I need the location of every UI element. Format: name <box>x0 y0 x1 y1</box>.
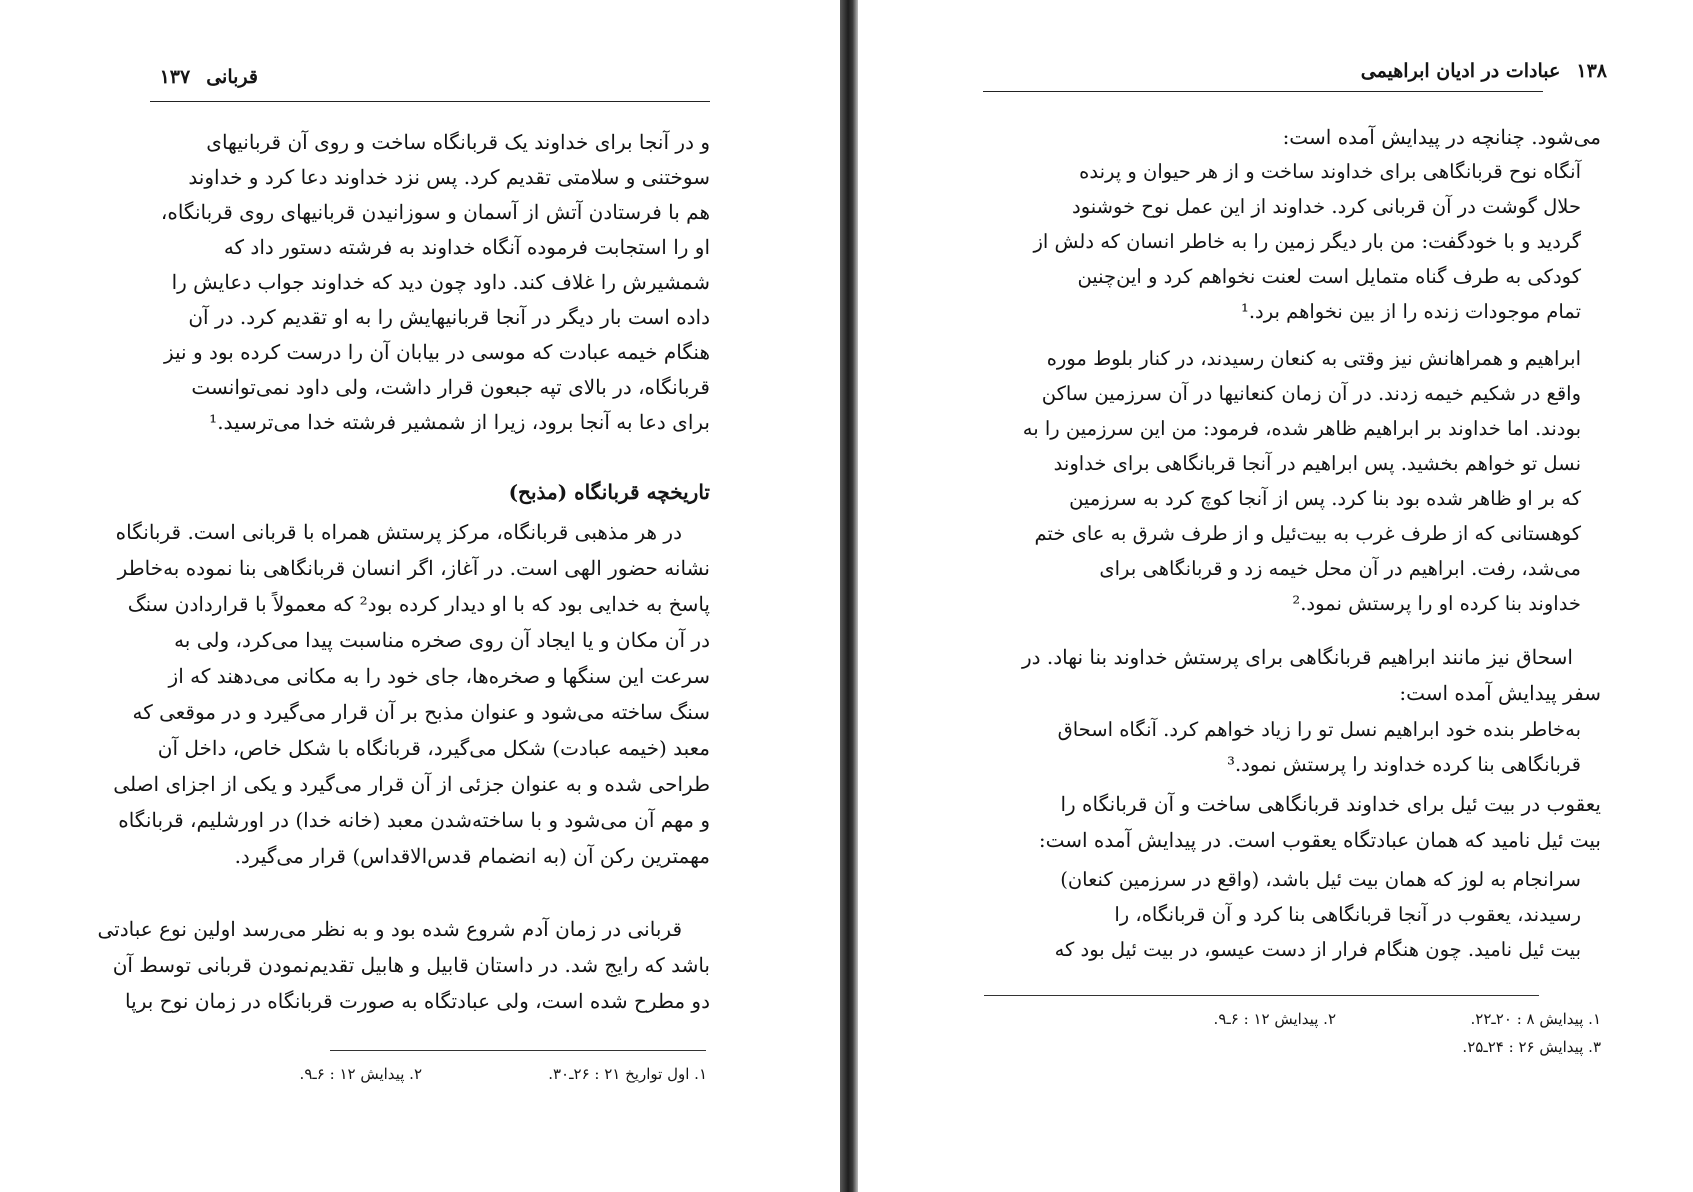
text-line: قربانی در زمان آدم شروع شده بود و به نظر می‌رسد اولین نوع عبادتی <box>97 917 682 941</box>
text-line: می‌شد، رفت. ابراهیم در آن محل خیمه زد و قربانگاهی برای <box>1099 557 1581 580</box>
text-line: سرعت این سنگها و صخره‌ها، جای خود را به مکانی می‌دهند که از <box>168 664 710 688</box>
text-line: طراحی شده و به عنوان جزئی از آن قرار می‌گیرد و یکی از اجزای اصلی <box>113 772 710 796</box>
text-line: هنگام خیمه عبادت که موسی در بیابان آن را درست کرده بود و نیز <box>163 340 710 364</box>
text-line: بیت ئیل نامید. چون هنگام فرار از دست عیسو، در بیت ئیل بود که <box>1054 938 1581 961</box>
right-page-number: ۱۳۸ <box>1576 60 1607 82</box>
text-line: سفر پیدایش آمده است: <box>1399 681 1601 705</box>
text-line: سوختنی و سلامتی تقدیم کرد. پس نزد خداوند دعا کرد و خداوند <box>188 165 710 189</box>
section-heading: تاریخچه قربانگاه (مذبح) <box>508 480 710 504</box>
text-line: برای دعا به آنجا برود، زیرا از شمشیر فرشته خدا می‌ترسید.¹ <box>209 410 710 434</box>
text-line: هم با فرستادن آتش از آسمان و سوزانیدن قربانیهای روی قربانگاه، <box>160 200 710 224</box>
text-line: به‌خاطر بنده خود ابراهیم نسل تو را زیاد خواهم کرد. آنگاه اسحاق <box>1057 718 1581 741</box>
text-line: واقع در شکیم خیمه زدند. در آن زمان کنعانیها در آن سرزمین ساکن <box>1041 382 1581 405</box>
text-line: دو مطرح شده است، ولی عبادتگاه به صورت قربانگاه در زمان نوح برپا <box>125 989 710 1013</box>
text-line: در آن مکان و یا ایجاد آن روی صخره مناسبت پیدا می‌کرد، ولی به <box>174 628 710 652</box>
book-gutter <box>840 0 858 1192</box>
left-header-rule <box>150 101 710 102</box>
right-header-rule <box>983 91 1543 92</box>
text-line: حلال گوشت در آن قربانی کرد. خداوند از این عمل نوح خوشنود <box>1072 195 1581 218</box>
text-line: که بر او ظاهر شده بود بنا کرد. پس از آنجا کوچ کرد به سرزمین <box>1069 487 1581 510</box>
text-line: رسیدند، یعقوب در آنجا قربانگاهی بنا کرد و آن قربانگاه، را <box>1114 903 1581 926</box>
left-header-title: قربانی <box>206 66 258 88</box>
footnote: ۱. پیدایش ۸ : ۲۰ـ۲۲. <box>1470 1010 1601 1028</box>
text-line: آنگاه نوح قربانگاهی برای خداوند ساخت و از هر حیوان و پرنده <box>1079 160 1581 183</box>
right-running-head <box>1047 60 1607 82</box>
left-page-number: ۱۳۷ <box>159 66 191 88</box>
text-line: کوهستانی که از طرف غرب به بیت‌ئیل و از طرف شرق به عای ختم <box>1034 522 1581 545</box>
footnote: ۲. پیدایش ۱۲ : ۶ـ۹. <box>1213 1010 1336 1028</box>
text-line: اسحاق نیز مانند ابراهیم قربانگاهی برای پرستش خداوند بنا نهاد. در <box>1022 645 1573 669</box>
text-line: معبد (خیمه عبادت) شکل می‌گیرد، قربانگاه با شکل خاص، داخل آن <box>157 736 710 760</box>
text-line: تمام موجودات زنده را از بین نخواهم برد.¹ <box>1241 300 1581 323</box>
text-line: می‌شود. چنانچه در پیدایش آمده است: <box>1282 125 1601 149</box>
text-line: خداوند بنا کرده او را پرستش نمود.² <box>1292 592 1581 615</box>
text-line: نشانه حضور الهی است. در آغاز، اگر انسان قربانگاهی بنا نموده به‌خاطر <box>117 556 710 580</box>
left-running-head <box>0 66 258 88</box>
text-line: ابراهیم و همراهانش نیز وقتی به کنعان رسیدند، در کنار بلوط موره <box>1046 347 1581 370</box>
text-line: قربانگاه، در بالای تپه جبعون قرار داشت، ولی داود نمی‌توانست <box>191 375 710 399</box>
text-line: یعقوب در بیت ئیل برای خداوند قربانگاهی ساخت و آن قربانگاه را <box>1060 792 1601 816</box>
text-line: مهمترین رکن آن (به انضمام قدس‌الاقداس) قرار می‌گیرد. <box>234 844 710 868</box>
text-line: سرانجام به لوز که همان بیت ئیل باشد، (واقع در سرزمین کنعان) <box>1060 868 1581 891</box>
text-line: سنگ ساخته می‌شود و عنوان مذبح بر آن قرار می‌گیرد و در موقعی که <box>132 700 710 724</box>
left-page <box>0 0 840 1192</box>
footnote: ۱. اول تواریخ ۲۱ : ۲۶ـ۳۰. <box>548 1065 707 1083</box>
right-page <box>858 0 1693 1192</box>
text-line: باشد که رایج شد. در داستان قابیل و هابیل تقدیم‌نمودن قربانی توسط آن <box>112 953 710 977</box>
text-line: نسل تو خواهم بخشید. پس ابراهیم در آنجا قربانگاهی برای خداوند <box>1053 452 1581 475</box>
text-line: کودکی به طرف گناه متمایل است لعنت نخواهم کرد و این‌چنین <box>1077 265 1581 288</box>
footnote: ۳. پیدایش ۲۶ : ۲۴ـ۲۵. <box>1462 1038 1601 1056</box>
text-line: شمشیرش را غلاف کند. داود چون دید که خداوند جواب دعایش را <box>171 270 710 294</box>
text-line: در هر مذهبی قربانگاه، مرکز پرستش همراه با قربانی است. قربانگاه <box>115 520 682 544</box>
text-line: و در آنجا برای خداوند یک قربانگاه ساخت و روی آن قربانیهای <box>206 130 710 154</box>
right-header-title: عبادات در ادیان ابراهیمی <box>1360 60 1561 82</box>
text-line: پاسخ به خدایی بود که با او دیدار کرده بود² که معمولاً با قراردادن سنگ <box>127 592 710 616</box>
text-line: داده است بار دیگر در آنجا قربانیهایش را به او تقدیم کرد. در آن <box>188 305 710 329</box>
text-line: بودند. اما خداوند بر ابراهیم ظاهر شده، فرمود: من این سرزمین را به <box>1022 417 1581 440</box>
right-footnote-rule <box>984 995 1539 996</box>
text-line: بیت ئیل نامید که همان عبادتگاه یعقوب است. در پیدایش آمده است: <box>1038 828 1601 852</box>
left-footnote-rule <box>330 1050 706 1051</box>
footnote: ۲. پیدایش ۱۲ : ۶ـ۹. <box>299 1065 422 1083</box>
text-line: قربانگاهی بنا کرده خداوند را پرستش نمود.³ <box>1227 753 1581 776</box>
text-line: و مهم آن می‌شود و با ساخته‌شدن معبد (خانه خدا) در اورشلیم، قربانگاه <box>118 808 710 832</box>
text-line: او را استجابت فرموده آنگاه خداوند به فرشته دستور داد که <box>223 235 710 259</box>
text-line: گردید و با خودگفت: من بار دیگر زمین را به خاطر انسان که دلش از <box>1033 230 1581 253</box>
